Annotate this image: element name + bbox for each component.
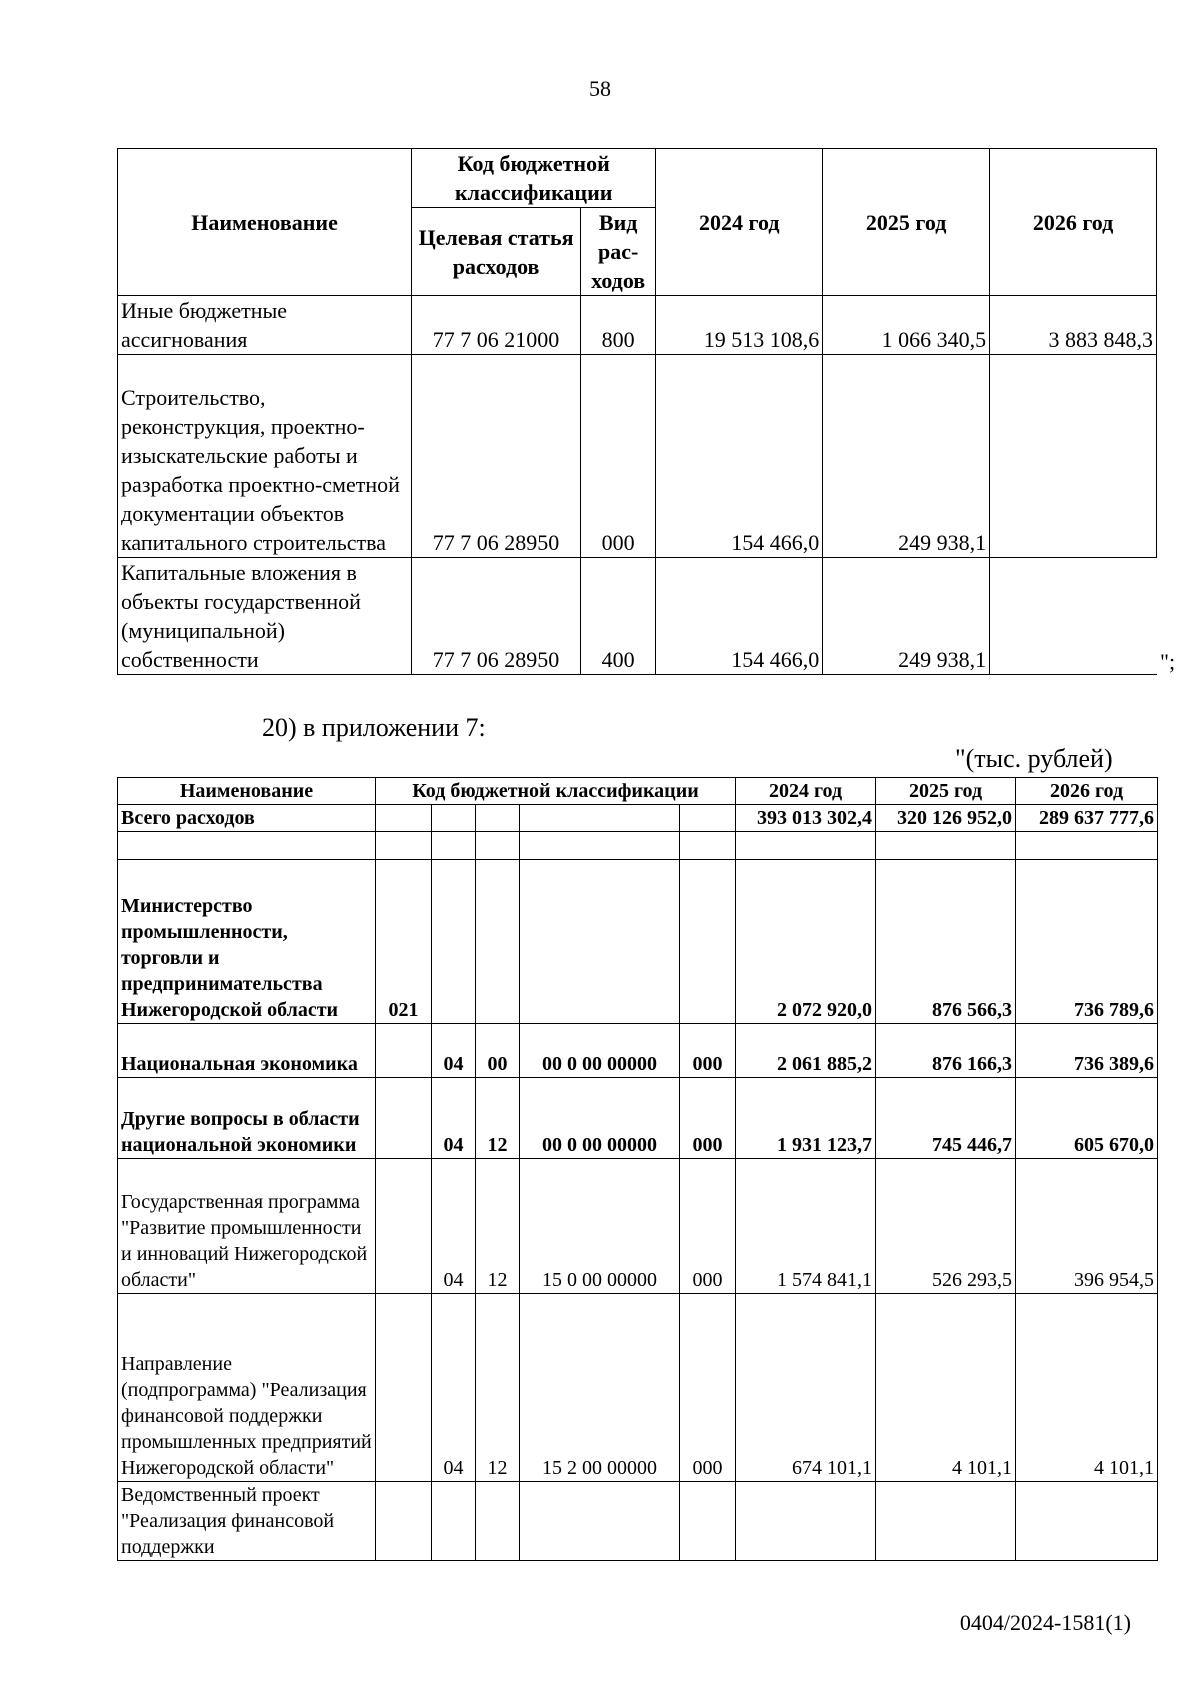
header-2025: 2025 год [823,149,990,296]
table-row [118,1294,1158,1482]
row-cs: 15 2 00 00000 [520,1294,680,1482]
row-2026 [990,558,1157,675]
table-row [118,558,1157,675]
page-number: 58 [589,76,611,101]
table-row [118,296,1157,355]
row-2025: 876 566,3 [876,860,1016,1024]
row-rz: 04 [432,1159,476,1294]
total-row [118,805,1158,832]
row-2024: 154 466,0 [656,558,823,675]
header-2024: 2024 год [656,149,823,296]
row-2025: 876 166,3 [876,1024,1016,1078]
row-2025: 1 066 340,5 [823,296,990,355]
row-pr [476,860,520,1024]
row-kind: 000 [581,355,656,558]
table-row [118,355,1157,558]
row-name: Министерство промышленности, торговли и предпринимательства Нижегородской области [118,860,376,1024]
row-name: Ведомственный проект "Реализация финансовой поддержки [118,1482,376,1561]
row-rz: 04 [432,1024,476,1078]
row-2025 [876,1482,1016,1561]
row-2026 [1016,1482,1158,1561]
total-2025: 320 126 952,0 [876,805,1016,832]
table-row [118,1482,1158,1561]
row-target: 77 7 06 28950 [412,355,581,558]
row-ved [376,1078,432,1159]
header-2025: 2025 год [876,778,1016,805]
row-ved [376,1024,432,1078]
row-2025: 4 101,1 [876,1294,1016,1482]
row-name: Строительство, реконструкция, проектно-изыскательские работы и разработка проектно-сметной документации объектов капитального строительства [118,355,412,558]
row-name: Другие вопросы в области национальной экономики [118,1078,376,1159]
header-target-article: Целевая статья расходов [412,208,581,296]
header-expense-kind: Вид рас-ходов [581,208,656,296]
total-label: Всего расходов [118,805,376,832]
spacer-row [118,832,1158,860]
row-cs: 00 0 00 00000 [520,1024,680,1078]
row-rz: 04 [432,1078,476,1159]
row-2024: 1 574 841,1 [736,1159,876,1294]
header-code-group: Код бюджетной классификации [412,149,656,208]
row-2026: 736 789,6 [1016,860,1158,1024]
row-cs: 00 0 00 00000 [520,1078,680,1159]
row-target: 77 7 06 28950 [412,558,581,675]
row-name: Направление (подпрограмма) "Реализация финансовой поддержки промышленных предприятий Нижегородской области" [118,1294,376,1482]
row-2026: 396 954,5 [1016,1159,1158,1294]
row-2024: 674 101,1 [736,1294,876,1482]
row-pr: 00 [476,1024,520,1078]
table-row [118,1078,1158,1159]
document-code: 0404/2024-1581(1) [959,1610,1131,1635]
row-2026: 4 101,1 [1016,1294,1158,1482]
row-name: Иные бюджетные ассигнования [118,296,412,355]
row-2024 [736,1482,876,1561]
row-vr: 000 [680,1024,736,1078]
row-cs [520,860,680,1024]
row-2024: 154 466,0 [656,355,823,558]
row-2025: 249 938,1 [823,558,990,675]
row-pr: 12 [476,1078,520,1159]
row-ved [376,1159,432,1294]
row-rz [432,860,476,1024]
row-2024: 1 931 123,7 [736,1078,876,1159]
table-row [118,860,1158,1024]
header-name: Наименование [118,149,412,296]
budget-table-1 [117,148,1157,675]
row-2025: 745 446,7 [876,1078,1016,1159]
budget-table-2 [117,777,1158,1561]
row-2025: 526 293,5 [876,1159,1016,1294]
total-2024: 393 013 302,4 [736,805,876,832]
header-name: Наименование [118,778,376,805]
header-code: Код бюджетной классификации [376,778,736,805]
header-2026: 2026 год [1016,778,1158,805]
row-2026: 605 670,0 [1016,1078,1158,1159]
row-name: Государственная программа "Развитие промышленности и инноваций Нижегородской области" [118,1159,376,1294]
table-row [118,1024,1158,1078]
row-cs: 15 0 00 00000 [520,1159,680,1294]
row-2025: 249 938,1 [823,355,990,558]
row-2026: 736 389,6 [1016,1024,1158,1078]
row-ved: 021 [376,860,432,1024]
row-2026 [990,355,1157,558]
row-vr: 000 [680,1294,736,1482]
row-kind: 800 [581,296,656,355]
row-2024: 2 061 885,2 [736,1024,876,1078]
row-target: 77 7 06 21000 [412,296,581,355]
header-2026: 2026 год [990,149,1157,296]
row-pr: 12 [476,1294,520,1482]
closing-quote-mark: "; [1160,649,1176,674]
section-heading: 20) в приложении 7: [262,713,486,742]
row-cs [520,1482,680,1561]
row-name: Национальная экономика [118,1024,376,1078]
row-pr: 12 [476,1159,520,1294]
row-ved [376,1482,432,1561]
total-2026: 289 637 777,6 [1016,805,1158,832]
row-ved [376,1294,432,1482]
row-2026: 3 883 848,3 [990,296,1157,355]
row-vr: 000 [680,1078,736,1159]
header-2024: 2024 год [736,778,876,805]
table-row [118,1159,1158,1294]
row-vr [680,1482,736,1561]
row-vr: 000 [680,1159,736,1294]
row-pr [476,1482,520,1561]
units-note: "(тыс. рублей) [955,744,1113,773]
row-rz: 04 [432,1294,476,1482]
row-name: Капитальные вложения в объекты государственной (муниципальной) собственности [118,558,412,675]
row-rz [432,1482,476,1561]
row-2024: 2 072 920,0 [736,860,876,1024]
row-kind: 400 [581,558,656,675]
row-vr [680,860,736,1024]
row-2024: 19 513 108,6 [656,296,823,355]
